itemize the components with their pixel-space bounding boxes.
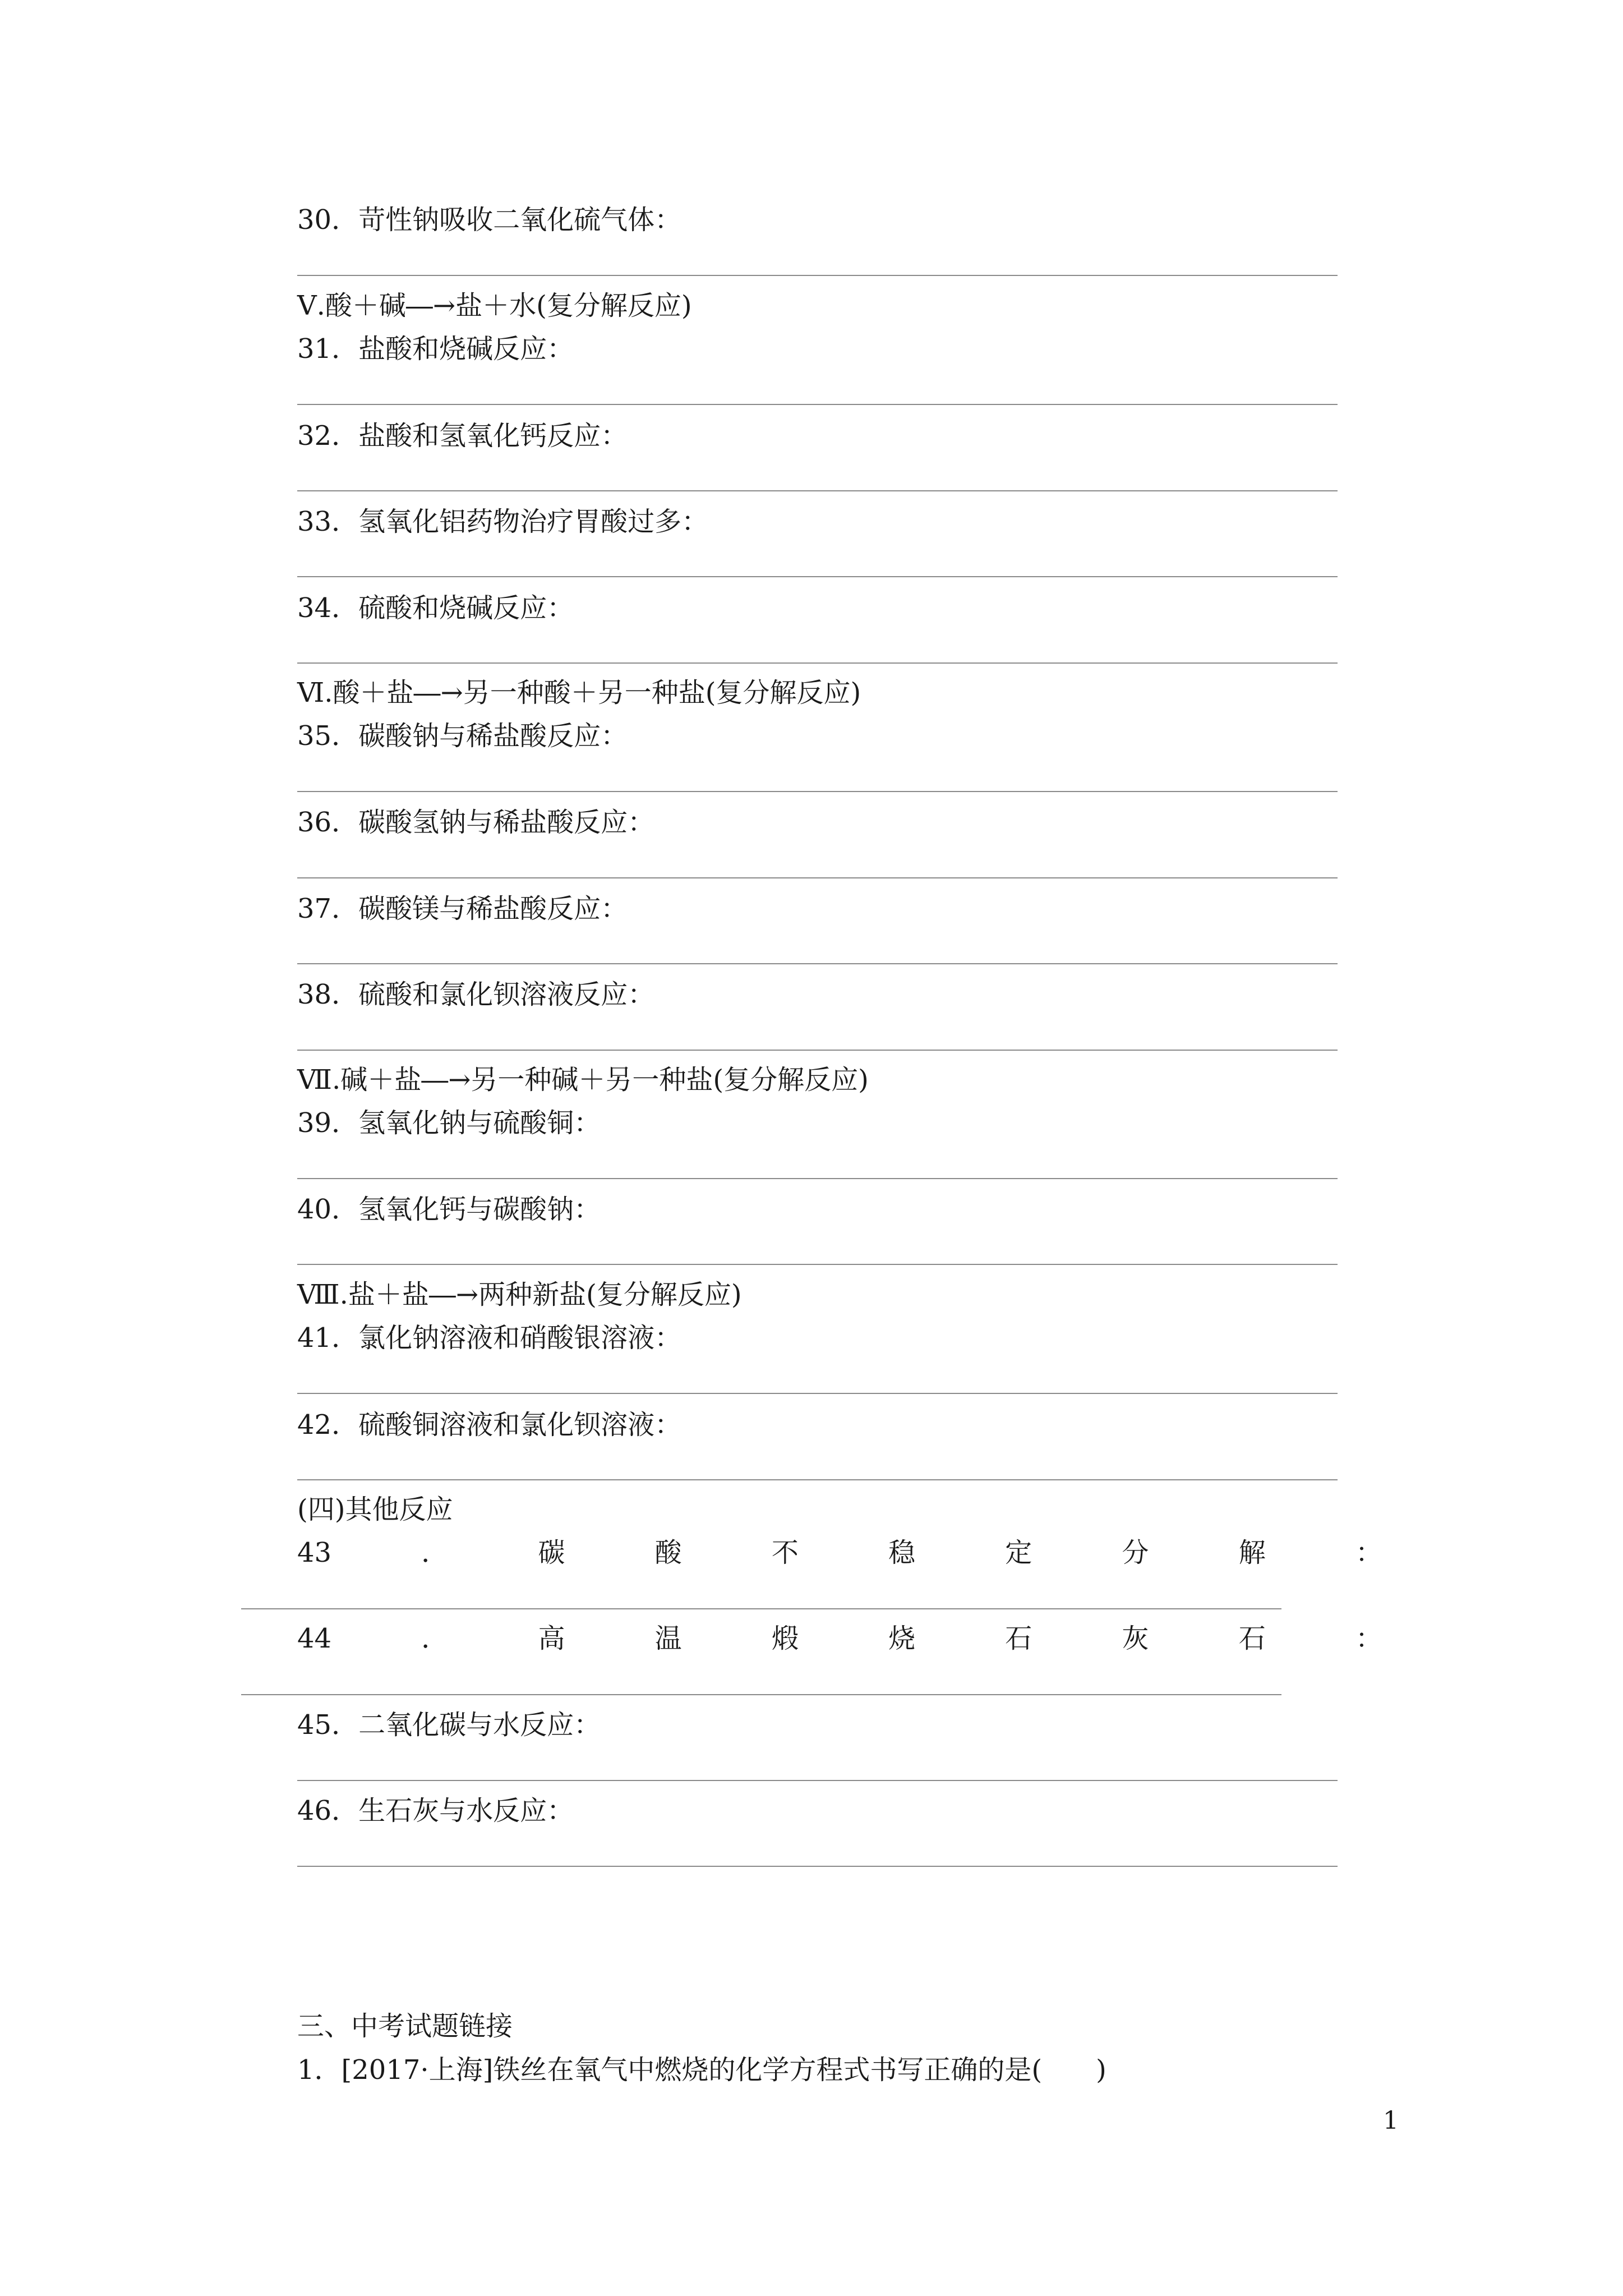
section-vi-heading: Ⅵ.酸＋盐―→另一种酸＋另一种盐(复分解反应) <box>297 677 861 708</box>
q44-char: ． <box>421 1623 449 1654</box>
q43-char: 碳 <box>538 1537 565 1568</box>
section-3-heading: 三、中考试题链接 <box>297 2010 513 2042</box>
answer-line-q42[interactable] <box>297 1479 1338 1480</box>
q44-text <box>297 1622 1382 1655</box>
q44-char: 灰 <box>1122 1623 1149 1654</box>
section-other-heading: (四)其他反应 <box>297 1494 453 1525</box>
answer-line-q36[interactable] <box>297 877 1338 878</box>
answer-line-q39[interactable] <box>297 1178 1338 1179</box>
q32-text: 32．盐酸和氢氧化钙反应： <box>297 420 628 452</box>
q43-char: 不 <box>771 1537 799 1568</box>
q45-text: 45．二氧化碳与水反应： <box>297 1709 601 1741</box>
q44-char: ： <box>1355 1623 1382 1654</box>
answer-line-q30[interactable] <box>297 275 1338 276</box>
q44-char: 烧 <box>888 1623 916 1654</box>
answer-line-q31[interactable] <box>297 404 1338 405</box>
answer-line-q40[interactable] <box>297 1264 1338 1265</box>
q40-text: 40．氢氧化钙与碳酸钠： <box>297 1194 601 1225</box>
q41-text: 41．氯化钠溶液和硝酸银溶液： <box>297 1322 682 1354</box>
q46-text: 46．生石灰与水反应： <box>297 1795 574 1826</box>
q34-text: 34．硫酸和烧碱反应： <box>297 592 574 624</box>
q44-char: 煅 <box>771 1623 799 1654</box>
q43-char: 43 <box>297 1537 332 1568</box>
answer-line-q41[interactable] <box>297 1393 1338 1394</box>
q44-char: 高 <box>538 1623 565 1654</box>
q37-text: 37．碳酸镁与稀盐酸反应： <box>297 893 628 924</box>
q30-text: 30．苛性钠吸收二氧化硫气体： <box>297 204 682 236</box>
answer-line-q46[interactable] <box>297 1866 1338 1867</box>
answer-line-q32[interactable] <box>297 490 1338 491</box>
q43-char: ． <box>421 1537 449 1568</box>
answer-line-q37[interactable] <box>297 963 1338 964</box>
answer-line-q38[interactable] <box>297 1050 1338 1051</box>
q31-text: 31．盐酸和烧碱反应： <box>297 333 574 365</box>
q43-text <box>297 1536 1382 1570</box>
q43-char: 解 <box>1238 1537 1266 1568</box>
q42-text: 42．硫酸铜溶液和氯化钡溶液： <box>297 1409 682 1441</box>
q36-text: 36．碳酸氢钠与稀盐酸反应： <box>297 807 655 838</box>
q43-char: 酸 <box>654 1537 682 1568</box>
q44-char: 44 <box>297 1623 332 1654</box>
q43-char: 稳 <box>888 1537 916 1568</box>
q43-char: ： <box>1355 1537 1382 1568</box>
q38-text: 38．硫酸和氯化钡溶液反应： <box>297 979 655 1010</box>
section-vii-heading: Ⅶ.碱＋盐―→另一种碱＋另一种盐(复分解反应) <box>297 1064 869 1096</box>
section-viii-heading: Ⅷ.盐＋盐―→两种新盐(复分解反应) <box>297 1279 742 1310</box>
page-number: 1 <box>1383 2106 1399 2135</box>
q44-char: 石 <box>1005 1623 1032 1654</box>
answer-line-q45[interactable] <box>297 1780 1338 1781</box>
section-v-heading: Ⅴ.酸＋碱―→盐＋水(复分解反应) <box>297 290 692 321</box>
q35-text: 35．碳酸钠与稀盐酸反应： <box>297 720 628 752</box>
answer-line-q43[interactable] <box>241 1608 1281 1609</box>
answer-line-q33[interactable] <box>297 576 1338 577</box>
q43-char: 定 <box>1005 1537 1032 1568</box>
answer-line-q44[interactable] <box>241 1694 1281 1695</box>
answer-line-q34[interactable] <box>297 662 1338 664</box>
q39-text: 39．氢氧化钠与硫酸铜： <box>297 1107 601 1139</box>
exam-question-1: 1．[2017·上海]铁丝在氧气中燃烧的化学方程式书写正确的是( ) <box>297 2054 1106 2086</box>
q33-text: 33．氢氧化铝药物治疗胃酸过多： <box>297 506 709 537</box>
q44-char: 石 <box>1238 1623 1266 1654</box>
q44-char: 温 <box>654 1623 682 1654</box>
answer-line-q35[interactable] <box>297 791 1338 792</box>
q43-char: 分 <box>1122 1537 1149 1568</box>
